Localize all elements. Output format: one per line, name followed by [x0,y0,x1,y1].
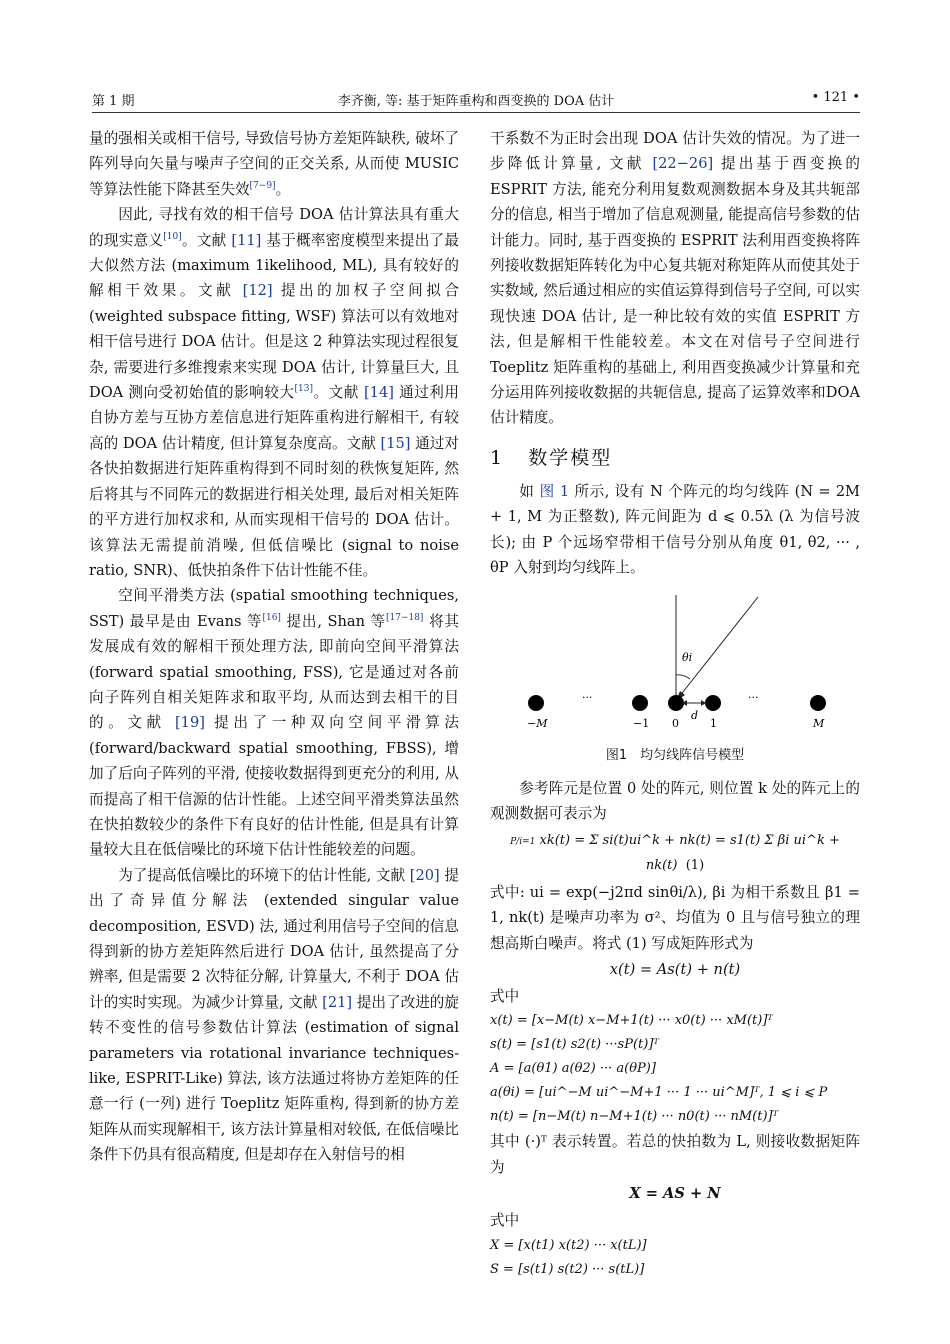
paragraph: 因此, 寻找有效的相干信号 DOA 估计算法具有重大的现实意义[10]。文献 [11] 基于概率密度模型来提出了最大似然方法 (maximum 1ikelihood, ML), 具有较好的解相干效果。文献 [12] 提出的加权子空间拟合 (weighted subspace fitting, WSF) 算法可以有效地对相干信号进行 DOA 估计。但是这 2 种算法实现过程很复杂, 需要进行多维搜索来实现 DOA 估计, 计算量巨大, 且 DOA 测向受初始值的影响较大[13]。文献 [14] 通过利用自协方差与互协方差信息进行矩阵重构进行解相干, 有较高的 DOA 估计精度, 但计算复杂度高。文献 [15] 通过对各快拍数据进行矩阵重构得到不同时刻的秩恢复矩阵, 然后将其与不同阵元的数据进行相关处理, 最后对相关矩阵的平方进行加权求和, 从而实现相干信号的 DOA 估计。该算法无需提前消噪, 但低信噪比 (signal to noise ratio, SNR)、低快拍条件下估计性能不佳。 [89,206,460,579]
where-label: 式中 [490,987,520,1005]
element-label: M [813,716,825,730]
citation-link[interactable]: [21] [322,993,353,1011]
element-label: 0 [672,716,679,730]
equation-number: (1) [685,857,705,873]
left-column [89,126,459,1168]
theta-label: θi [682,650,693,664]
element-label: 1 [710,716,717,730]
page-header [92,90,860,113]
citation-link[interactable]: [14] [363,384,394,402]
sum-limits: P/i=1 [510,836,536,847]
vector-def: A = [a(θ1) a(θ2) ··· a(θP)] [490,1061,656,1077]
matrix-def: S = [s(t1) s(t2) ··· s(tL)] [490,1261,645,1277]
element-label: −1 [633,716,650,730]
citation-link[interactable]: [7−9] [249,180,276,191]
paragraph: 如 图 1 所示, 设有 N 个阵元的均匀线阵 (N = 2M + 1, M 为正整数), 阵元间距为 d ⩽ 0.5λ (λ 为信号波长); 由 P 个远场窄带相干信号分别从角度 θ1, θ2, ··· , θP 入射到均匀线阵上。 [490,482,860,577]
citation-link[interactable]: [20] [409,866,440,884]
citation-link[interactable]: [17−18] [385,612,424,623]
incident-ray [679,597,758,697]
figure-caption: 图1 均匀线阵信号模型 [605,747,745,763]
array-element [632,695,648,711]
citation-link[interactable]: [16] [262,612,281,623]
citation-link[interactable]: [11] [231,231,262,249]
spacing-arrowhead-right [701,700,706,706]
figure-link[interactable]: 图 1 [539,482,570,500]
array-element [705,695,721,711]
vector-def: x(t) = [x−M(t) x−M+1(t) ··· x0(t) ··· xM(t)]ᵀ [490,1013,773,1029]
citation-link[interactable]: [22−26] [652,155,714,173]
ellipsis-right: ··· [748,690,759,704]
paragraph: 空间平滑类方法 (spatial smoothing techniques, SST) 最早是由 Evans 等[16] 提出, Shan 等[17−18] 将其发展成有效的解相干预处理方法, 即前向空间平滑算法 (forward spatial smoothing, FSS), 它是通过对各前向子阵列自相关矩阵求和取平均, 从而达到去相干的目的。文献 [19] 提出了一种双向空间平滑算法 (forward/backward spatial smoothing, FBSS), 增加了后向子阵列的平滑, 使接收数据得到更充分的利用, 从而提高了相干信源的估计性能。上述空间平滑类算法虽然在快拍数较少的条件下有良好的估计性能, 但是具有计算量较大且在低信噪比的环境下估计性能较差的问题。 [89,587,460,859]
citation-link[interactable]: [13] [294,384,313,395]
vector-def: s(t) = [s1(t) s2(t) ···sP(t)]ᵀ [490,1037,659,1053]
right-column [490,126,860,1282]
angle-arc [676,674,690,678]
vector-def: n(t) = [n−M(t) n−M+1(t) ··· n0(t) ··· nM(t)]ᵀ [490,1109,779,1125]
citation-link[interactable]: [12] [242,282,273,300]
figure-array-model [490,595,860,737]
running-title: 李齐衡, 等: 基于矩阵重构和酉变换的 DOA 估计 [337,94,615,109]
citation-link[interactable]: [10] [163,231,182,242]
vector-def: a(θi) = [ui^−M ui^−M+1 ··· 1 ··· ui^M]ᵀ, 1 ⩽ i ⩽ P [490,1085,828,1101]
paragraph: 其中 (·)ᵀ 表示转置。若总的快拍数为 L, 则接收数据矩阵为 [490,1133,860,1176]
citation-link[interactable]: [19] [174,714,205,732]
array-diagram [490,595,860,737]
matrix-def: X = [x(t1) x(t2) ··· x(tL)] [490,1237,647,1253]
array-element [810,695,826,711]
paragraph: 干系数不为正时会出现 DOA 估计失效的情况。为了进一步降低计算量, 文献 [22−26] 提出基于酉变换的 ESPRIT 方法, 能充分利用复数观测数据本身及其共轭部分的信息, 相当于增加了信息观测量, 能提高信号参数的估计能力。同时, 基于酉变换的 ESPRIT 法利用酉变换将阵列接收数据矩阵转化为中心复共轭对称矩阵从而使其处于实数域, 然后通过相应的实值运算得到信号子空间, 可以实现快速 DOA 估计, 是一种比较有效的实值 ESPRIT 方法, 但是解相干性能较差。本文在对信号子空间进行 Toeplitz 矩阵重构的基础上, 利用酉变换减少计算量和充分运用阵列接收数据的共轭信息, 提高了运算效率和DOA 估计精度。 [490,130,861,427]
equation-2: x(t) = As(t) + n(t) [609,960,741,978]
array-element [528,695,544,711]
equation-1: P/i=1 xk(t) = Σ si(t)ui^k + nk(t) = s1(t) Σ βi ui^k + nk(t) (1) [510,832,840,873]
paragraph: 为了提高低信噪比的环境下的估计性能, 文献 [20] 提出了奇异值分解法 (extended singular value decomposition, ESVD) 法, 通过利用信号子空间的信息得到新的协方差矩阵然后进行 DOA 估计, 虽然提高了分辨率, 但是需要 2 次特征分解, 计算量大, 不利于 DOA 估计的实时实现。为减少计算量, 文献 [21] 提出了改进的旋转不变性的信号参数估计算法 (estimation of signal parameters via rotational invariance techniques-like, ESPRIT-Like) 算法, 该方法通过将协方差矩阵的任意一行 (一列) 进行 Toeplitz 矩阵重构, 得到新的协方差矩阵从而实现解相干, 该方法计算量相对较低, 在低信噪比条件下仍具有很高精度, 但是却存在入射信号的相 [89,866,460,1164]
section-heading: 1 数学模型 [490,446,613,469]
citation-link[interactable]: [15] [380,434,411,452]
element-label: −M [527,716,548,730]
paragraph: 量的强相关或相干信号, 导致信号协方差矩阵缺秩, 破坏了阵列导向矢量与噪声子空间的正交关系, 从而使 MUSIC 等算法性能下降甚至失效[7−9]。 [89,130,459,198]
ellipsis-left: ··· [582,690,593,704]
equation-3: X = AS + N [629,1185,721,1203]
array-element [668,695,684,711]
spacing-label: d [691,708,699,722]
issue-label: 第 1 期 [92,94,135,109]
paragraph: 式中: ui = exp(−j2πd sinθi/λ), βi 为相干系数且 β1 = 1, nk(t) 是噪声功率为 σ²、均值为 0 且与信号独立的理想高斯白噪声。将式 (1) 写成矩阵形式为 [490,883,860,952]
where-label: 式中 [490,1212,520,1230]
paragraph: 参考阵元是位置 0 处的阵元, 则位置 k 处的阵元上的观测数据可表示为 [490,779,860,823]
page-number: • 121 • [811,90,860,105]
